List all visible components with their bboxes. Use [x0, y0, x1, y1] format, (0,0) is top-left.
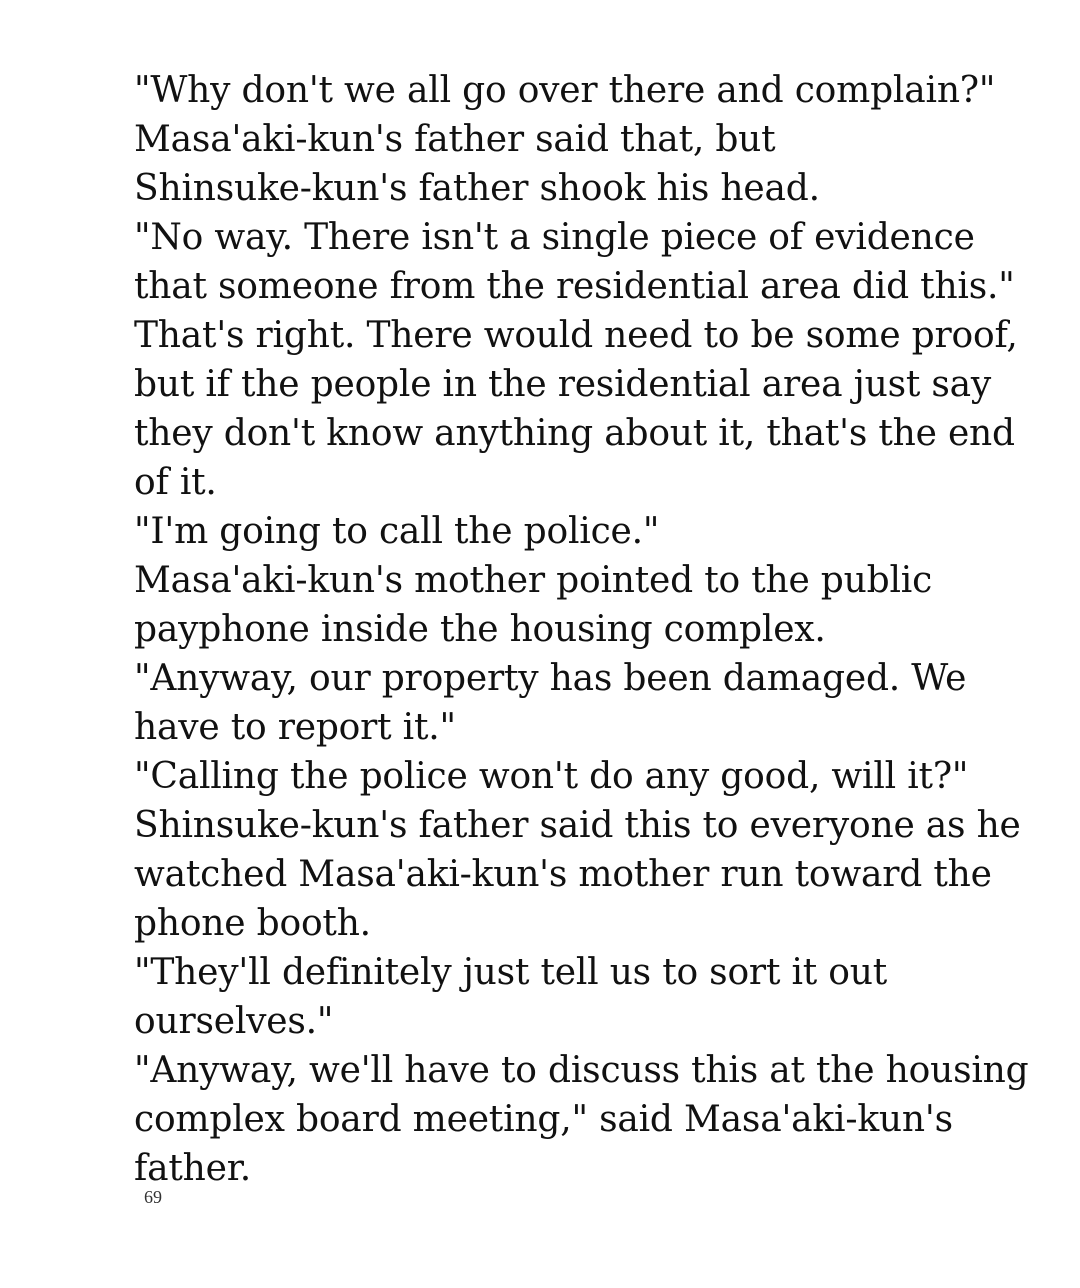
text-line: father.: [134, 1148, 252, 1189]
text-line: Masa'aki-kun's mother pointed to the public: [134, 560, 933, 601]
text-line: "Why don't we all go over there and complain?": [134, 70, 996, 111]
body-text: [134, 66, 1034, 1193]
text-line: "I'm going to call the police.": [134, 511, 660, 552]
text-line: "Anyway, our property has been damaged. We: [134, 658, 967, 699]
text-line: have to report it.": [134, 707, 456, 748]
text-line: "No way. There isn't a single piece of evidence: [134, 217, 975, 258]
text-line: payphone inside the housing complex.: [134, 609, 826, 650]
text-line: "Anyway, we'll have to discuss this at the housing: [134, 1050, 1029, 1091]
text-line: Masa'aki-kun's father said that, but: [134, 119, 776, 160]
text-line: but if the people in the residential area just say: [134, 364, 992, 405]
text-line: "Calling the police won't do any good, will it?": [134, 756, 969, 797]
text-line: complex board meeting," said Masa'aki-kun's: [134, 1099, 953, 1140]
text-line: they don't know anything about it, that's the end: [134, 413, 1015, 454]
text-line: That's right. There would need to be some proof,: [134, 315, 1018, 356]
text-line: "They'll definitely just tell us to sort it out: [134, 952, 887, 993]
text-line: watched Masa'aki-kun's mother run toward the: [134, 854, 992, 895]
text-line: Shinsuke-kun's father shook his head.: [134, 168, 820, 209]
text-line: ourselves.": [134, 1001, 334, 1042]
text-line: that someone from the residential area did this.": [134, 266, 1015, 307]
text-line: phone booth.: [134, 903, 371, 944]
page-number: 69: [144, 1187, 162, 1207]
text-line: of it.: [134, 462, 217, 503]
text-line: Shinsuke-kun's father said this to everyone as he: [134, 805, 1021, 846]
